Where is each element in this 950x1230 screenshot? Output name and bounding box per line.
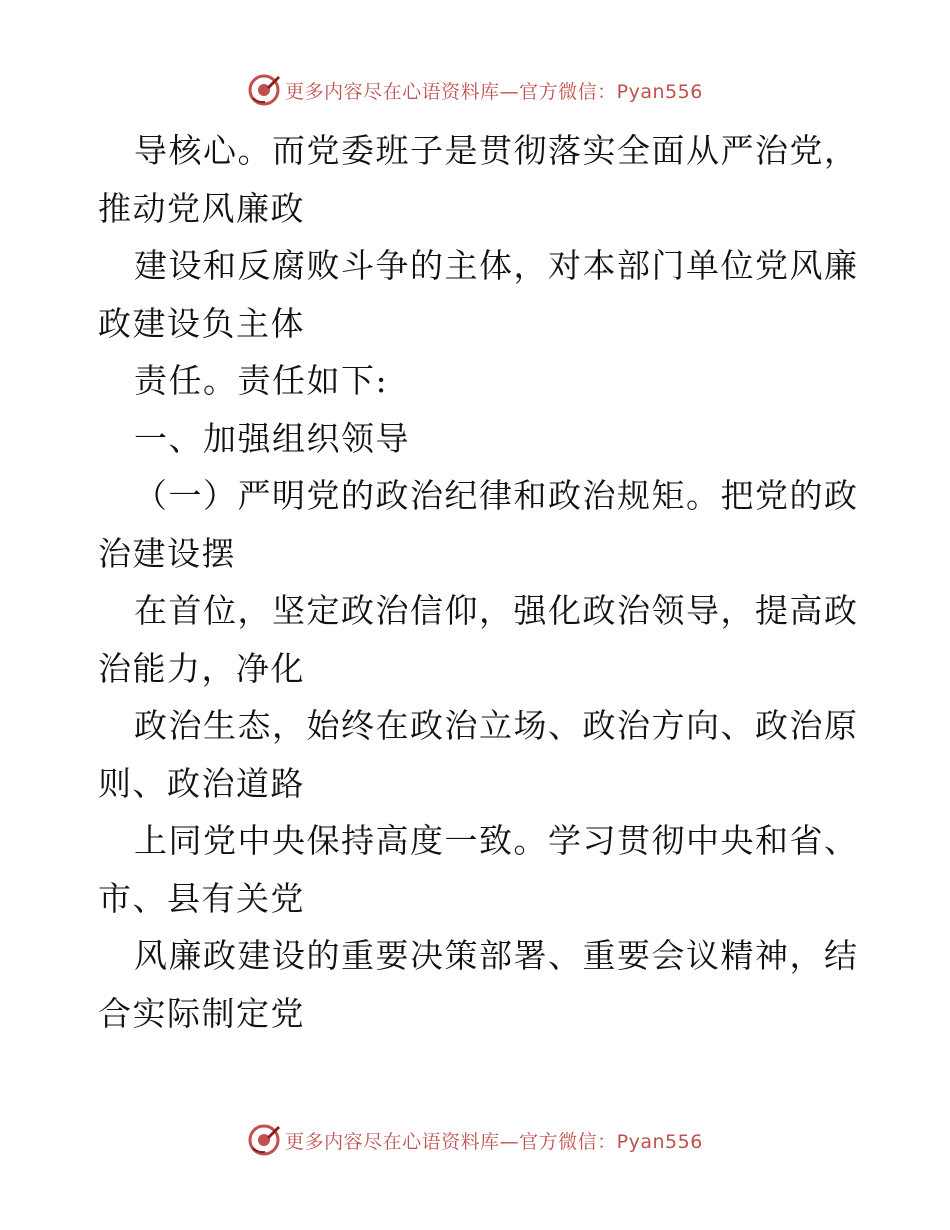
paragraph-line: 责任。责任如下:: [134, 361, 389, 400]
paragraph-line: 风廉政建设的重要决策部署、重要会议精神，结: [134, 936, 859, 975]
paragraph-line: 则、政治道路: [98, 763, 305, 803]
paragraph-line: 建设和反腐败斗争的主体，对本部门单位党风廉: [134, 246, 859, 285]
document-body: [98, 122, 858, 1042]
paragraph-line: 市、县有关党: [98, 878, 305, 918]
paragraph-line: 政建设负主体: [98, 303, 305, 343]
footer-banner: [0, 1120, 950, 1160]
footer-banner-text: 更多内容尽在心语资料库—官方微信：Pyan556: [285, 1130, 703, 1153]
paragraph: [98, 467, 858, 582]
paragraph: [98, 582, 858, 697]
paragraph-line: 上同党中央保持高度一致。学习贯彻中央和省、: [134, 821, 859, 860]
paragraph: [98, 122, 858, 237]
paragraph: [98, 352, 858, 410]
brand-logo-icon: [247, 73, 281, 107]
paragraph-line: （一）严明党的政治纪律和政治规矩。把党的政: [134, 476, 859, 515]
paragraph-line: 推动党风廉政: [98, 188, 305, 228]
paragraph-line: 在首位，坚定政治信仰，强化政治领导，提高政: [134, 591, 859, 630]
paragraph-line: 合实际制定党: [98, 993, 305, 1033]
header-banner: [0, 70, 950, 110]
paragraph: [98, 927, 858, 1042]
paragraph: [98, 237, 858, 352]
paragraph: [98, 812, 858, 927]
paragraph-line: 导核心。而党委班子是贯彻落实全面从严治党，: [134, 131, 859, 170]
paragraph-line: 治能力，净化: [98, 648, 305, 688]
paragraph-line: 一、加强组织领导: [134, 418, 410, 458]
section-heading: [98, 410, 858, 468]
brand-logo-icon: [247, 1123, 281, 1157]
header-banner-text: 更多内容尽在心语资料库—官方微信：Pyan556: [285, 80, 703, 103]
paragraph-line: 政治生态，始终在政治立场、政治方向、政治原: [134, 706, 859, 745]
paragraph-line: 治建设摆: [98, 533, 236, 573]
paragraph: [98, 697, 858, 812]
